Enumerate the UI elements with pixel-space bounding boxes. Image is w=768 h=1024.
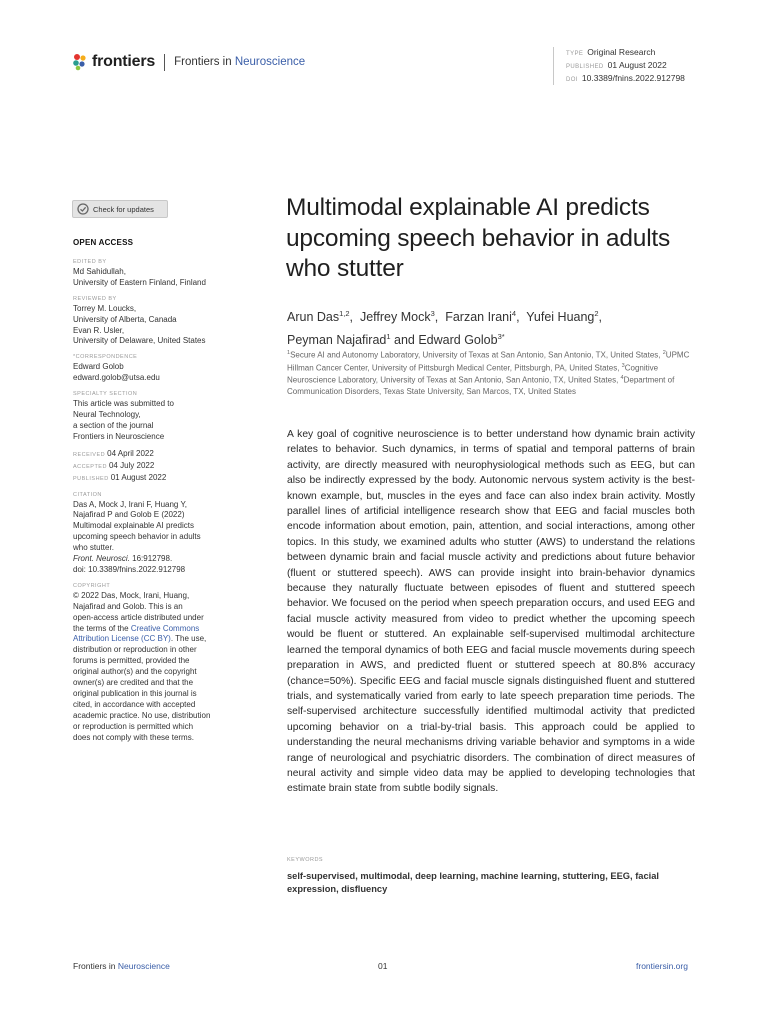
author[interactable]: Farzan Irani$^4$ [445, 309, 517, 325]
author-list: Arun Das$^{1,2}$, Jeffrey Mock$^3$, Farzan Irani$^4$, Yufei Huang$^2$, Peyman Najafirad$^1$ and Edward Golob$^{3*}$ [287, 309, 603, 348]
meta-published: PUBLISHED 01 August 2022 [566, 60, 667, 70]
license-link-cont[interactable]: Attribution License (CC BY) [73, 634, 171, 644]
frontiers-logo-icon [72, 53, 88, 71]
open-access-label: OPEN ACCESS [73, 238, 134, 247]
dates-section: RECEIVED 04 April 2022 ACCEPTED 04 July 2022 PUBLISHED 01 August 2022 [73, 448, 167, 482]
article-sidebar [73, 238, 238, 750]
reviewed-by-section: REVIEWED BY Torrey M. Loucks, University of Alberta, Canada Evan R. Usler, University of Delaware, United States [73, 295, 206, 346]
article-meta [553, 47, 685, 85]
license-link[interactable]: Creative Commons [130, 623, 200, 633]
copyright-section: COPYRIGHT © 2022 Das, Mock, Irani, Huang, Najafirad and Golob. This is an open-access article distributed under the terms of the Creative Commons Attribution License (CC BY). The use, distribution or reproduction in other forums is permitted, provided the original author(s) and the copyright owner(s) are credited and that the original publication in this journal is cited, in accordance with accepted academic practice. No use, distribution or reproduction is permitted which does not comply with these terms. [73, 582, 211, 742]
author[interactable]: Edward Golob$^{3*}$ [418, 332, 505, 348]
affiliations: $^1$Secure AI and Autonomy Laboratory, University of Texas at San Antonio, San Antonio, TX, United States, $^2$UPMC Hillman Cancer Center, University of Pittsburgh Medical Center, Pittsburgh, PA, United States, $^3$Cognitive Neuroscience Laboratory, University of Texas at San Antonio, San Antonio, TX, United States, $^4$Department of Communication Disorders, Texas State University, San Marcos, TX, United States [287, 350, 690, 396]
check-for-updates-button[interactable] [72, 200, 168, 218]
site-link[interactable]: frontiersin.org [636, 961, 688, 971]
header-divider [164, 54, 165, 71]
page-number: 01 [378, 961, 388, 971]
abstract-text: A key goal of cognitive neuroscience is to better understand how dynamic brain activity relates to behavior. Such dynamics, in terms of spatial and temporal patterns of brain activity, are directly measured with neurophysiological methods such as EEG, but can also be indirectly expressed by the body. Autonomic nervous system activity is the best-known example, but, muscles in the eyes and face can also index brain activity. Mostly parallel lines of artificial intelligence research show that EEG and facial muscles both encode information about emotion, pain, attention, and social interactions, among other topics. In this study, we examined adults who stutter (AWS) to understand the relations between dynamic brain and facial muscle activity and predictions about future behavior (fluent or stuttered speech). AWS can provide insight into brain-behavior dynamics because they naturally fluctuate between episodes of fluent and stuttered speech behavior. We focused on the period when speech preparation occurs, and used EEG and facial muscle activity measured from video to predict whether the upcoming speech would be fluent or stuttered. An explainable self-supervised multimodal architecture learned the temporal dynamics of both EEG and facial muscle movements during speech preparation in AWS, and predicted fluent or stuttered speech at 80.8% accuracy (chance=50%). Specific EEG and facial muscle signals distinguished fluent and stuttered trials, and systematically varied from early to late speech preparation time periods. The self-supervised architecture successfully identified multimodal activity that predicted upcoming behavior on a trial-by-trial basis. This approach could be applied to understanding the neural mechanisms driving variable behavior and symptoms in a wide range of neurological and psychiatric disorders. The combination of direct measures of neural activity and simple video data may be applied to developing technologies that estimate brain state from subtle bodily signals. [287, 429, 695, 795]
footer-journal[interactable]: Frontiers in Neuroscience [73, 961, 170, 971]
keywords-text: self-supervised, multimodal, deep learning, machine learning, stuttering, EEG, facial expression, disfluency [287, 871, 659, 894]
correspondence-email[interactable]: edward.golob@utsa.edu [73, 373, 160, 383]
brand-name: frontiers [92, 53, 156, 70]
meta-doi: DOI 10.3389/fnins.2022.912798 [566, 73, 685, 83]
author[interactable]: Arun Das$^{1,2}$ [287, 309, 350, 325]
author[interactable]: Peyman Najafirad$^1$ [287, 332, 391, 348]
meta-type: TYPE Original Research [566, 47, 656, 57]
article-title: Multimodal explainable AI predicts upcoming speech behavior in adults who stutter [286, 194, 671, 282]
keywords-label: KEYWORDS [287, 857, 324, 863]
correspondence-section: *CORRESPONDENCE Edward Golob edward.golob@utsa.edu [73, 353, 238, 384]
frontiers-logo[interactable] [72, 53, 305, 71]
check-updates-icon [77, 203, 89, 215]
citation-section: CITATION Das A, Mock J, Irani F, Huang Y, Najafirad P and Golob E (2022) Multimodal explainable AI predicts upcoming speech behavior in adults who stutter. Front. Neurosci. 16:912798. doi: 10.3389/fnins.2022.912798 [73, 491, 201, 574]
author[interactable]: Yufei Huang$^2$ [526, 309, 599, 325]
journal-name[interactable]: Frontiers in Neuroscience [174, 56, 306, 68]
edited-by-section: EDITED BY Md Sahidullah, University of Eastern Finland, Finland [73, 258, 206, 287]
author[interactable]: Jeffrey Mock$^3$ [359, 309, 435, 325]
check-updates-label: Check for updates [93, 204, 154, 214]
specialty-section: SPECIALTY SECTION This article was submitted to Neural Technology, a section of the journal Frontiers in Neuroscience [73, 391, 174, 441]
